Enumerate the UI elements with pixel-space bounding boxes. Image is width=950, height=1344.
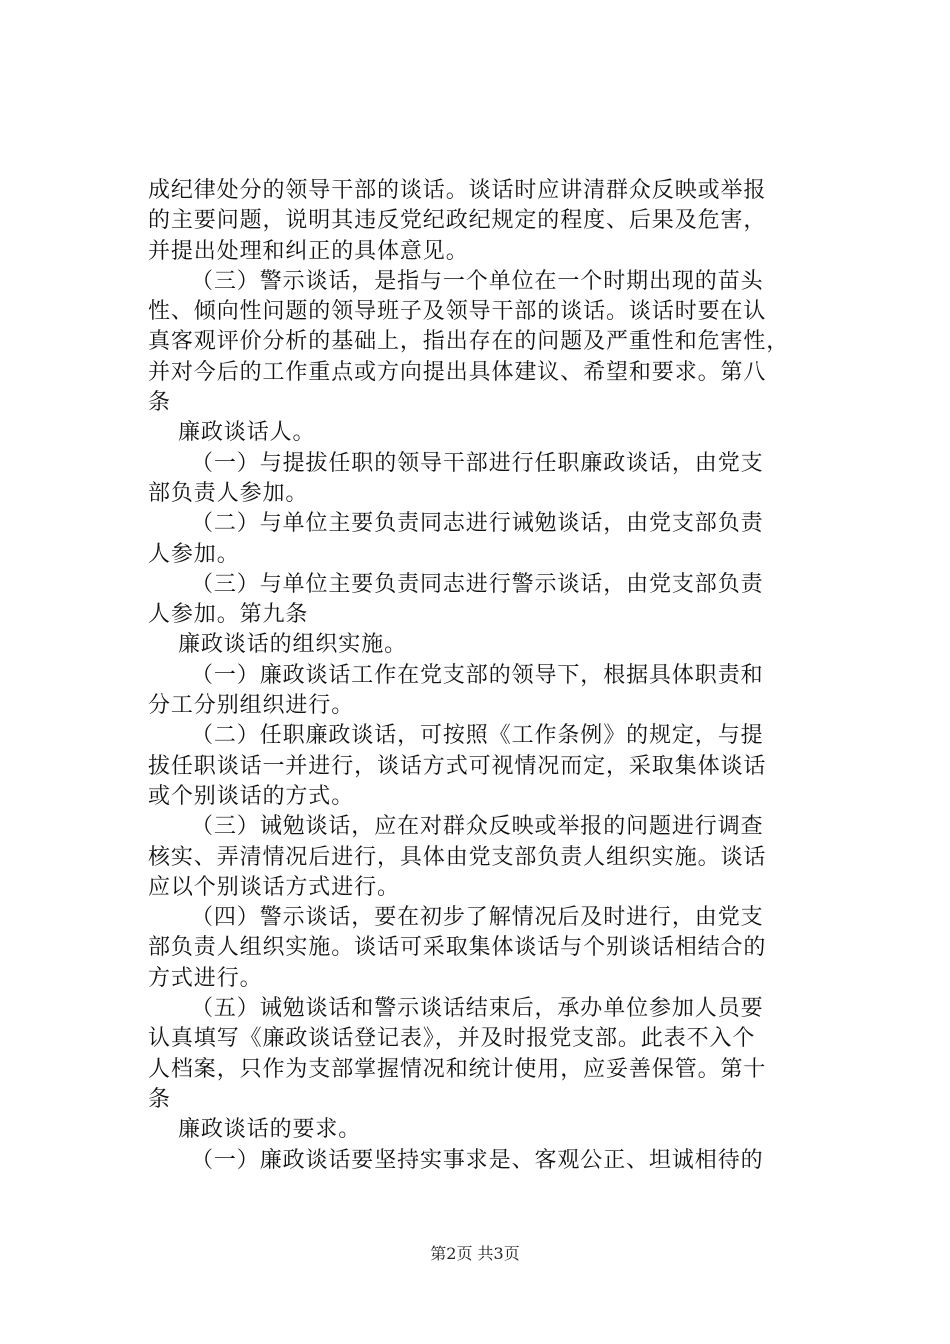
text-line: （一）廉政谈话要坚持实事求是、客观公正、坦诚相待的 [191,1147,764,1173]
text-line: （二）任职廉政谈话，可按照《工作条例》的规定，与提 [191,723,764,749]
text-line: （四）警示谈话，要在初步了解情况后及时进行，由党支 [191,905,764,931]
page-footer: 第2页 共3页 [430,1244,520,1263]
text-line: 或个别谈话的方式。 [148,783,355,809]
text-line: 分工分别组织进行。 [148,693,355,719]
text-line: 的主要问题，说明其违反党纪政纪规定的程度、后果及危害， [148,208,767,234]
document-body [148,176,838,1176]
text-line: 部负责人组织实施。谈话可采取集体谈话与个别谈话相结合的 [148,935,767,961]
text-line: 人参加。 [148,541,240,567]
text-line: 性、倾向性问题的领导班子及领导干部的谈话。谈话时要在认 [148,299,767,325]
text-line: 核实、弄清情况后进行，具体由党支部负责人组织实施。谈话 [148,844,767,870]
text-line: （五）诫勉谈话和警示谈话结束后，承办单位参加人员要 [191,996,764,1022]
text-line: 廉政谈话的要求。 [178,1117,362,1143]
text-line: （三）与单位主要负责同志进行警示谈话，由党支部负责 [191,571,764,597]
text-line: 廉政谈话的组织实施。 [178,632,408,658]
text-line: 条 [148,390,171,416]
text-line: （二）与单位主要负责同志进行诫勉谈话，由党支部负责 [191,511,764,537]
text-line: 人参加。第九条 [148,602,309,628]
text-line: 认真填写《廉政谈话登记表》，并及时报党支部。此表不入个 [148,1026,756,1052]
text-line: 成纪律处分的领导干部的谈话。谈话时应讲清群众反映或举报 [148,178,767,203]
text-line: 拔任职谈话一并进行，谈话方式可视情况而定，采取集体谈话 [148,753,767,779]
text-line: 人档案，只作为支部掌握情况和统计使用，应妥善保管。第十 [148,1056,767,1082]
text-line: 廉政谈话人。 [178,420,316,446]
text-line: （一）廉政谈话工作在党支部的领导下，根据具体职责和 [191,662,764,688]
text-line: 并提出处理和纠正的具体意见。 [148,238,469,264]
text-line: （三）警示谈话，是指与一个单位在一个时期出现的苗头 [191,268,764,294]
text-line: （三）诫勉谈话，应在对群众反映或举报的问题进行调查 [191,814,764,840]
text-line: 并对今后的工作重点或方向提出具体建议、希望和要求。第八 [148,359,767,385]
text-line: 应以个别谈话方式进行。 [148,874,400,900]
text-line: （一）与提拔任职的领导干部进行任职廉政谈话，由党支 [191,450,764,476]
text-line: 条 [148,1086,171,1112]
text-line: 真客观评价分析的基础上，指出存在的问题及严重性和危害性， [148,329,790,355]
text-line: 方式进行。 [148,965,263,991]
text-line: 部负责人参加。 [148,480,309,506]
